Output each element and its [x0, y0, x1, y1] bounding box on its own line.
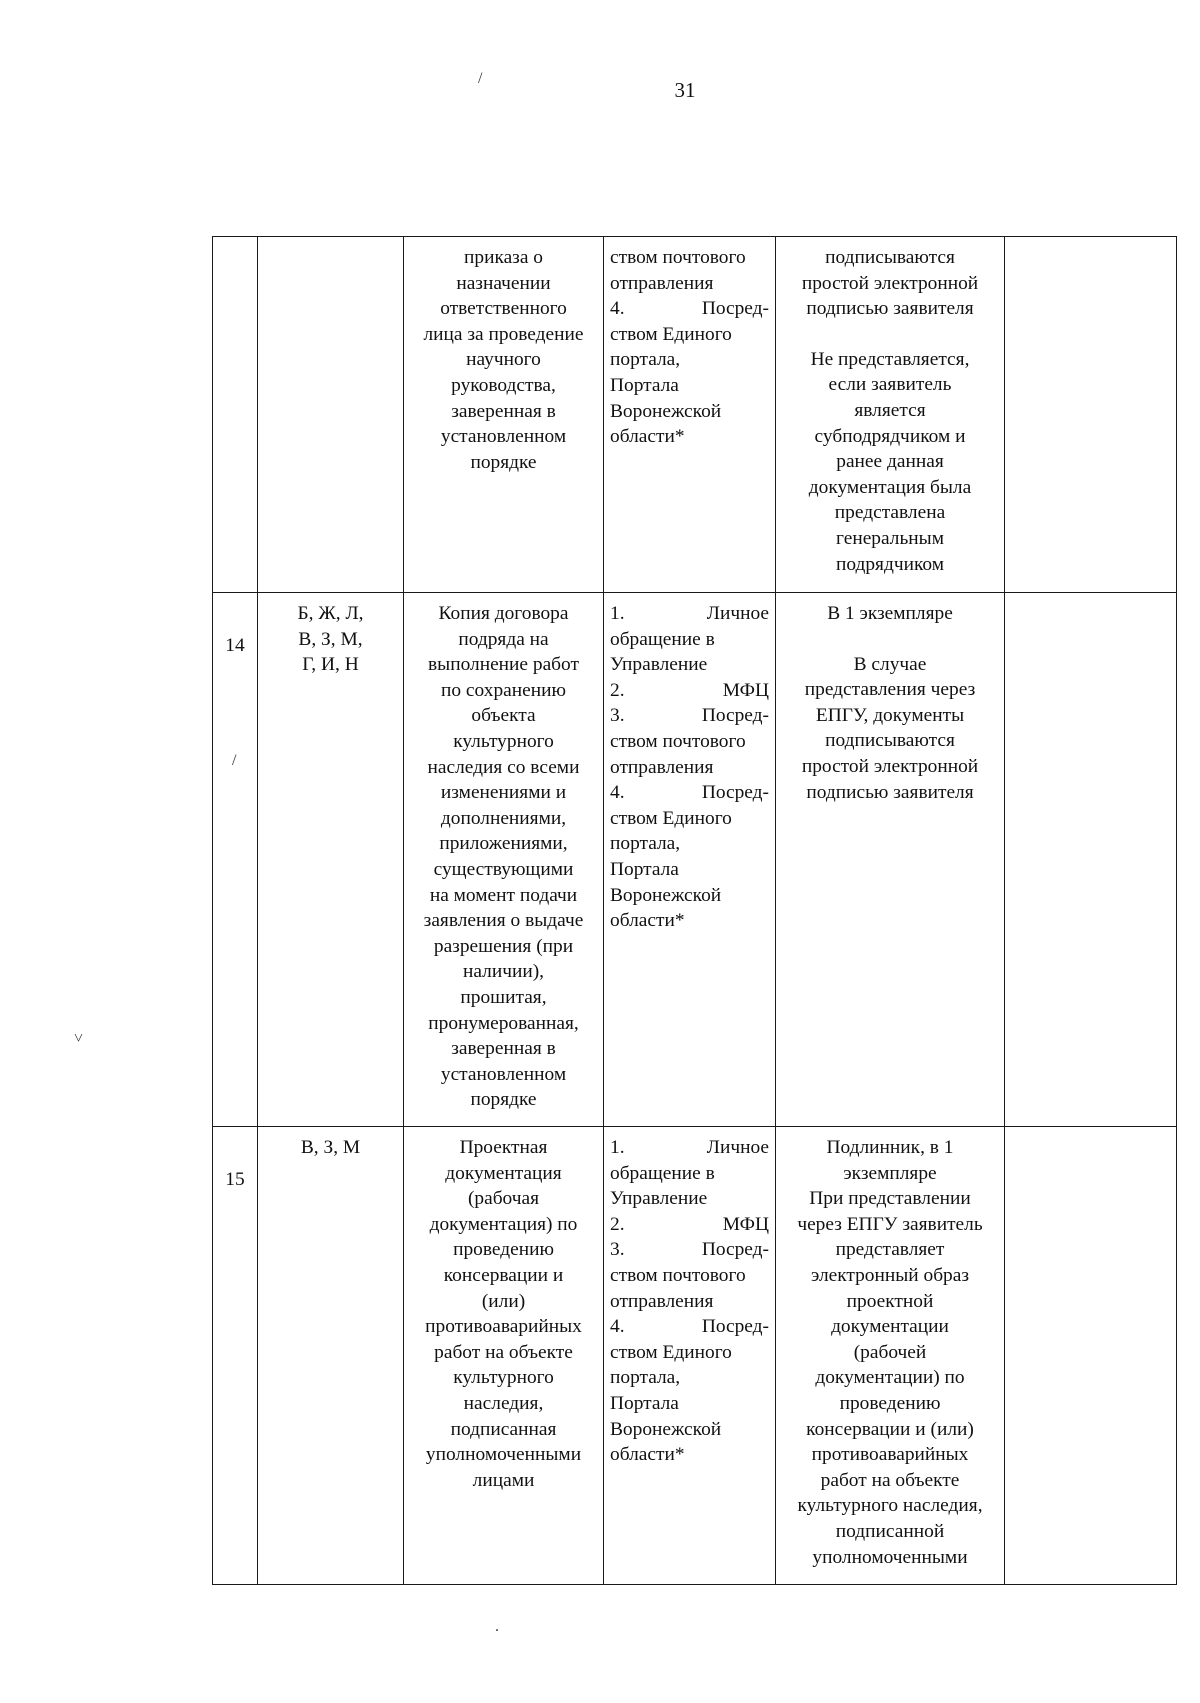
note-line: В 1 экземпляре	[827, 603, 953, 624]
note-line: подписанной	[835, 1520, 945, 1542]
document-line: Проектная	[459, 1137, 548, 1158]
note-cell	[776, 1127, 1005, 1585]
way-step-number: 4.	[610, 1316, 625, 1338]
way-line: Воронежской	[610, 1418, 722, 1440]
note-line: простой электронной	[801, 272, 979, 294]
documents-table	[212, 236, 1177, 1585]
note-line: является	[854, 399, 926, 421]
document-line: существующими	[433, 858, 574, 880]
note-line: представления через	[804, 679, 976, 701]
note-line: Не представляется,	[810, 348, 970, 370]
way-line: портала,	[610, 1367, 681, 1389]
submission-ways-cell	[604, 1127, 776, 1585]
document-line: прошитая,	[460, 986, 547, 1008]
way-step-number: 1.	[610, 1137, 625, 1158]
document-line: пронумерованная,	[428, 1012, 579, 1034]
note-line: документации	[831, 1316, 949, 1338]
document-line: ответственного	[440, 298, 567, 320]
way-line: ством почтового	[610, 1264, 746, 1286]
page-number: 31	[674, 78, 696, 102]
way-step-text: Посред-	[701, 298, 769, 320]
way-step-number: 2.	[610, 1213, 625, 1235]
note-line: генеральным	[836, 527, 944, 549]
way-line: Портала	[610, 374, 679, 396]
note-line: культурного наследия,	[797, 1495, 983, 1517]
document-line: (или)	[481, 1290, 526, 1312]
note-line: если заявитель	[828, 374, 952, 396]
document-line: дополнениями,	[440, 807, 567, 829]
way-step-number: 4.	[610, 298, 625, 320]
way-line: портала,	[610, 833, 681, 855]
document-line: приложениями,	[439, 833, 568, 855]
document-line: Копия договора	[438, 603, 569, 624]
note-line: подписываются	[825, 730, 955, 752]
document-line: наследия со всеми	[427, 756, 580, 778]
note-line: проведению	[839, 1392, 941, 1414]
way-line: отправления	[610, 756, 714, 778]
document-line: по сохранению	[441, 679, 566, 701]
scan-mark: ˅	[74, 1030, 84, 1047]
document-line: выполнение работ	[428, 654, 579, 676]
note-line: проектной	[846, 1290, 934, 1312]
document-line: объекта	[471, 705, 536, 727]
note-line: документации) по	[815, 1367, 965, 1389]
scan-mark: /	[478, 70, 483, 87]
note-line: субподрядчиком и	[814, 425, 966, 447]
document-line: на момент подачи	[429, 884, 578, 906]
document-line: наличии),	[462, 961, 545, 983]
empty-cell	[1005, 593, 1177, 1127]
way-step-text: Посред-	[701, 705, 769, 727]
table-row	[213, 237, 1177, 593]
way-step-text: МФЦ	[722, 679, 769, 701]
way-line: портала,	[610, 349, 681, 371]
way-line: ством Единого	[610, 807, 732, 829]
note-cell	[776, 237, 1005, 593]
note-line: подрядчиком	[835, 553, 945, 575]
way-line: Портала	[610, 858, 679, 880]
way-line: Управление	[610, 1188, 708, 1210]
way-line: Воронежской	[610, 884, 722, 906]
category-line: В, З, М	[300, 1137, 361, 1158]
note-line: документация была	[808, 476, 972, 498]
way-line: ством Единого	[610, 1341, 732, 1363]
document-line: заверенная в	[451, 1038, 556, 1060]
way-step	[610, 1314, 769, 1340]
document-line: заявления о выдаче	[423, 910, 584, 932]
note-cell	[776, 593, 1005, 1127]
document-line: порядке	[470, 451, 537, 473]
way-step	[610, 780, 769, 806]
note-line: представляет	[835, 1239, 945, 1261]
empty-cell	[1005, 237, 1177, 593]
table-row	[213, 1127, 1177, 1585]
note-line: электронный образ	[810, 1264, 970, 1286]
document-line: порядке	[470, 1089, 537, 1111]
way-step-number: 4.	[610, 782, 625, 804]
empty-cell	[1005, 1127, 1177, 1585]
way-step-number: 1.	[610, 603, 625, 624]
document-line: приказа о	[464, 247, 543, 268]
way-line: ством Единого	[610, 323, 732, 345]
document-line: подряда на	[458, 628, 549, 650]
document-line: уполномоченными	[425, 1444, 582, 1466]
categories-cell	[258, 237, 404, 593]
way-step-text: Посред-	[701, 1316, 769, 1338]
document-line: лицами	[472, 1469, 535, 1491]
document-line: наследия,	[463, 1392, 544, 1414]
way-line: области*	[610, 910, 685, 932]
way-step	[610, 678, 769, 704]
document-line: противоаварийных	[425, 1316, 582, 1338]
row-number-cell	[213, 1127, 258, 1585]
category-line: Г, И, Н	[302, 654, 359, 676]
way-step	[610, 296, 769, 322]
document-line: научного	[466, 349, 541, 371]
row-number: 14	[225, 635, 245, 656]
way-step-text: Посред-	[701, 782, 769, 804]
way-line: ством почтового	[610, 247, 746, 268]
note-line: ЕПГУ, документы	[815, 704, 965, 726]
document-cell	[404, 1127, 604, 1585]
category-line: Б, Ж, Л,	[297, 603, 364, 624]
way-line: области*	[610, 426, 685, 448]
scan-mark: /	[232, 752, 237, 769]
way-line: отправления	[610, 272, 714, 294]
document-line: заверенная в	[451, 400, 556, 422]
note-line: консервации и (или)	[806, 1418, 974, 1440]
document-line: назначении	[456, 272, 551, 294]
document-line: работ на объекте	[434, 1341, 573, 1363]
note-line: В случае	[853, 653, 927, 675]
way-line: ством почтового	[610, 730, 746, 752]
way-step	[610, 601, 769, 627]
document-line: документация) по	[429, 1213, 578, 1235]
note-line: экземпляре	[843, 1162, 937, 1184]
note-line: работ на объекте	[820, 1469, 960, 1491]
table-row	[213, 593, 1177, 1127]
submission-ways-cell	[604, 593, 776, 1127]
document-line: подписанная	[450, 1418, 557, 1440]
way-step-number: 3.	[610, 705, 625, 727]
submission-ways-cell	[604, 237, 776, 593]
way-line: отправления	[610, 1290, 714, 1312]
way-step-text: Личное	[706, 603, 769, 624]
document-line: проведению	[453, 1239, 554, 1261]
way-step	[610, 1135, 769, 1161]
way-step	[610, 1237, 769, 1263]
way-step-number: 2.	[610, 679, 625, 701]
table-body	[213, 237, 1177, 1585]
way-line: обращение в	[610, 628, 715, 650]
note-line: При представлении	[809, 1188, 971, 1210]
row-number-cell	[213, 237, 258, 593]
note-line: противоаварийных	[811, 1444, 969, 1466]
categories-cell	[258, 1127, 404, 1585]
document-line: разрешения (при	[433, 935, 574, 957]
way-line: Портала	[610, 1392, 679, 1414]
note-line: Подлинник, в 1	[826, 1137, 954, 1158]
note-line: простой электронной	[801, 755, 979, 777]
categories-cell	[258, 593, 404, 1127]
document-line: руководства,	[451, 374, 556, 396]
document-line: (рабочая	[467, 1188, 540, 1210]
way-step-text: Личное	[706, 1137, 769, 1158]
document-line: документация	[445, 1162, 562, 1184]
way-step-text: Посред-	[701, 1239, 769, 1261]
row-number: 15	[225, 1169, 245, 1190]
document-line: установленном	[440, 426, 567, 448]
note-line: через ЕПГУ заявитель	[797, 1213, 983, 1235]
document-line: лица за проведение	[423, 323, 584, 345]
note-line: ранее данная	[836, 451, 944, 473]
note-line: подписываются	[825, 247, 955, 268]
document-cell	[404, 237, 604, 593]
way-line: области*	[610, 1444, 685, 1466]
note-line: подписью заявителя	[806, 298, 974, 320]
paragraph-gap	[782, 627, 998, 652]
way-step-text: МФЦ	[722, 1213, 769, 1235]
document-line: установленном	[440, 1063, 567, 1085]
way-line: Управление	[610, 654, 708, 676]
way-step	[610, 703, 769, 729]
note-line: представлена	[834, 502, 946, 524]
paragraph-gap	[782, 322, 998, 347]
note-line: подписью заявителя	[806, 781, 974, 803]
scan-mark: .	[495, 1618, 499, 1635]
way-line: Воронежской	[610, 400, 722, 422]
document-line: изменениями и	[440, 782, 567, 804]
document-line: культурного	[453, 1367, 554, 1389]
note-line: (рабочей	[853, 1341, 927, 1363]
document-cell	[404, 593, 604, 1127]
way-step	[610, 1212, 769, 1238]
document-line: консервации и	[443, 1264, 564, 1286]
document-line: культурного	[453, 730, 554, 752]
row-number-cell	[213, 593, 258, 1127]
category-line: В, З, М,	[298, 628, 363, 650]
way-line: обращение в	[610, 1162, 715, 1184]
note-line: уполномоченными	[812, 1546, 968, 1568]
way-step-number: 3.	[610, 1239, 625, 1261]
